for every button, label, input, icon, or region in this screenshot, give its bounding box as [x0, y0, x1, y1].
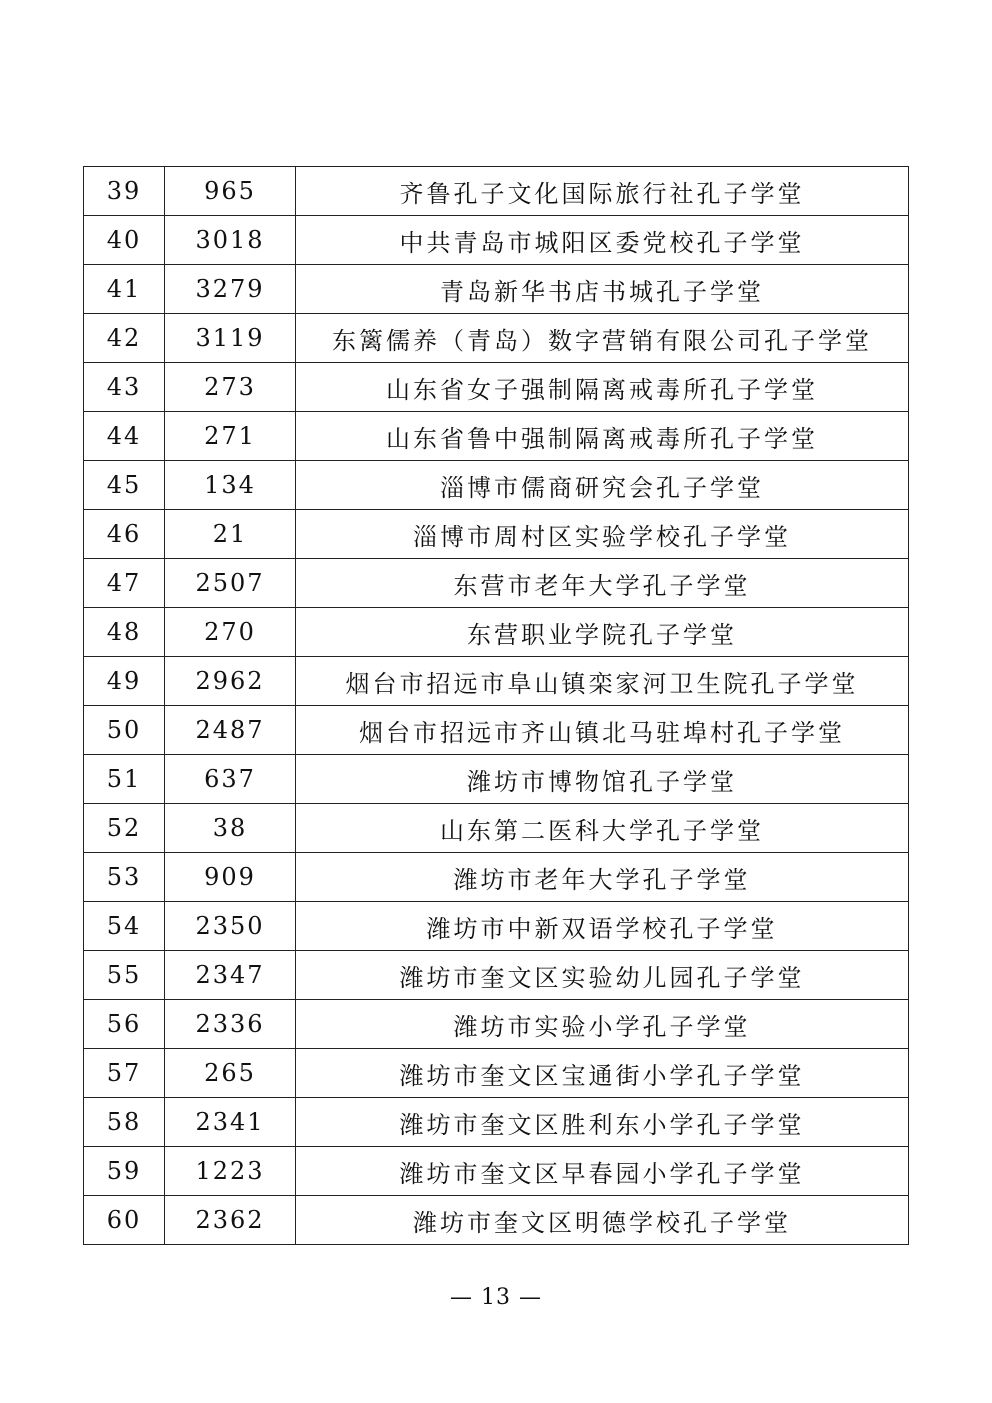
cell-seq: 49 [84, 657, 165, 706]
cell-code: 637 [165, 755, 296, 804]
table-row [84, 1000, 909, 1049]
cell-code: 1223 [165, 1147, 296, 1196]
cell-name: 山东省女子强制隔离戒毒所孔子学堂 [296, 363, 909, 412]
cell-code: 3119 [165, 314, 296, 363]
cell-name: 潍坊市奎文区宝通街小学孔子学堂 [296, 1049, 909, 1098]
cell-seq: 40 [84, 216, 165, 265]
table-row [84, 1147, 909, 1196]
cell-code: 3279 [165, 265, 296, 314]
cell-code: 2341 [165, 1098, 296, 1147]
cell-seq: 51 [84, 755, 165, 804]
cell-seq: 59 [84, 1147, 165, 1196]
cell-name: 潍坊市实验小学孔子学堂 [296, 1000, 909, 1049]
cell-seq: 58 [84, 1098, 165, 1147]
cell-seq: 45 [84, 461, 165, 510]
table-row [84, 510, 909, 559]
table-row [84, 657, 909, 706]
cell-code: 21 [165, 510, 296, 559]
cell-code: 134 [165, 461, 296, 510]
institution-table [83, 166, 909, 1245]
table-row [84, 216, 909, 265]
cell-code: 2487 [165, 706, 296, 755]
cell-seq: 44 [84, 412, 165, 461]
cell-seq: 47 [84, 559, 165, 608]
cell-seq: 53 [84, 853, 165, 902]
cell-name: 烟台市招远市齐山镇北马驻埠村孔子学堂 [296, 706, 909, 755]
cell-code: 2507 [165, 559, 296, 608]
cell-name: 东营市老年大学孔子学堂 [296, 559, 909, 608]
table-row [84, 265, 909, 314]
cell-seq: 52 [84, 804, 165, 853]
cell-seq: 42 [84, 314, 165, 363]
cell-name: 潍坊市博物馆孔子学堂 [296, 755, 909, 804]
cell-seq: 41 [84, 265, 165, 314]
table-row [84, 951, 909, 1000]
cell-code: 2336 [165, 1000, 296, 1049]
cell-name: 淄博市周村区实验学校孔子学堂 [296, 510, 909, 559]
cell-name: 潍坊市奎文区早春园小学孔子学堂 [296, 1147, 909, 1196]
cell-code: 271 [165, 412, 296, 461]
table-row [84, 853, 909, 902]
cell-name: 山东第二医科大学孔子学堂 [296, 804, 909, 853]
cell-name: 齐鲁孔子文化国际旅行社孔子学堂 [296, 167, 909, 216]
page-number: — 13 — [450, 1285, 542, 1310]
cell-name: 烟台市招远市阜山镇栾家河卫生院孔子学堂 [296, 657, 909, 706]
table-row [84, 1098, 909, 1147]
cell-seq: 46 [84, 510, 165, 559]
table-row [84, 902, 909, 951]
cell-seq: 39 [84, 167, 165, 216]
cell-seq: 60 [84, 1196, 165, 1245]
cell-name: 潍坊市中新双语学校孔子学堂 [296, 902, 909, 951]
cell-name: 青岛新华书店书城孔子学堂 [296, 265, 909, 314]
table-row [84, 1196, 909, 1245]
table-body [84, 167, 909, 1245]
cell-code: 2362 [165, 1196, 296, 1245]
cell-code: 909 [165, 853, 296, 902]
cell-name: 山东省鲁中强制隔离戒毒所孔子学堂 [296, 412, 909, 461]
cell-code: 265 [165, 1049, 296, 1098]
cell-code: 38 [165, 804, 296, 853]
cell-seq: 57 [84, 1049, 165, 1098]
table-row [84, 363, 909, 412]
table-row [84, 412, 909, 461]
cell-name: 东营职业学院孔子学堂 [296, 608, 909, 657]
cell-name: 潍坊市奎文区实验幼儿园孔子学堂 [296, 951, 909, 1000]
table-row [84, 755, 909, 804]
cell-seq: 56 [84, 1000, 165, 1049]
cell-code: 965 [165, 167, 296, 216]
cell-code: 2347 [165, 951, 296, 1000]
cell-code: 2350 [165, 902, 296, 951]
table-row [84, 608, 909, 657]
cell-name: 中共青岛市城阳区委党校孔子学堂 [296, 216, 909, 265]
cell-name: 淄博市儒商研究会孔子学堂 [296, 461, 909, 510]
cell-seq: 54 [84, 902, 165, 951]
table-row [84, 706, 909, 755]
cell-name: 潍坊市奎文区胜利东小学孔子学堂 [296, 1098, 909, 1147]
cell-code: 270 [165, 608, 296, 657]
cell-name: 东篱儒养（青岛）数字营销有限公司孔子学堂 [296, 314, 909, 363]
cell-code: 2962 [165, 657, 296, 706]
cell-seq: 48 [84, 608, 165, 657]
table-row [84, 804, 909, 853]
cell-name: 潍坊市奎文区明德学校孔子学堂 [296, 1196, 909, 1245]
table-row [84, 461, 909, 510]
table-row [84, 559, 909, 608]
cell-code: 3018 [165, 216, 296, 265]
table-row [84, 167, 909, 216]
cell-seq: 55 [84, 951, 165, 1000]
cell-seq: 43 [84, 363, 165, 412]
cell-seq: 50 [84, 706, 165, 755]
cell-name: 潍坊市老年大学孔子学堂 [296, 853, 909, 902]
cell-code: 273 [165, 363, 296, 412]
table-row [84, 314, 909, 363]
table-row [84, 1049, 909, 1098]
